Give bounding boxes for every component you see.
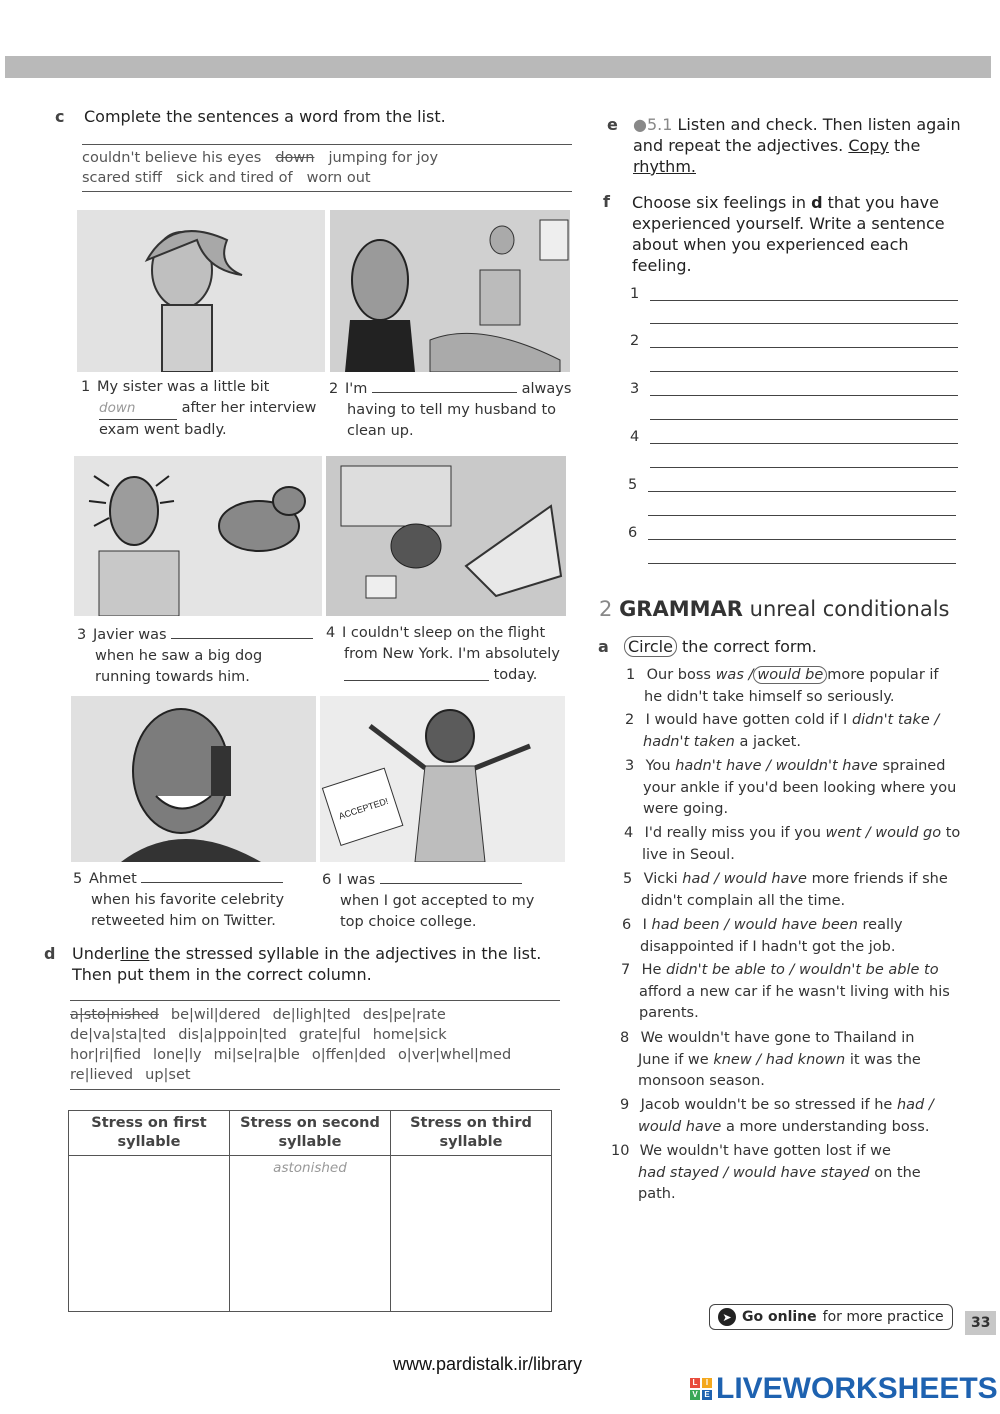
section-f-letter: f xyxy=(603,192,610,211)
grammar-item-3: 3 You hadn't have / wouldn't have sprained your ankle if you'd been looking where you were going. xyxy=(625,758,957,817)
section-f-instruction: Choose six feelings in d that you have experienced yourself. Write a sentence about when you experienced each feeling. xyxy=(632,193,945,275)
writing-line[interactable] xyxy=(650,300,958,301)
header-first-syllable: Stress on first syllable xyxy=(69,1111,230,1156)
footer-url[interactable]: www.pardistalk.ir/library xyxy=(393,1354,583,1374)
option[interactable]: had been / would have been xyxy=(651,917,858,933)
writing-line[interactable] xyxy=(648,515,956,516)
syl-word: up|set xyxy=(145,1067,191,1083)
syl-word: de|va|sta|ted xyxy=(70,1027,167,1043)
column-first[interactable] xyxy=(69,1156,230,1312)
writing-line[interactable] xyxy=(650,467,958,468)
option[interactable]: had / would have xyxy=(682,871,807,887)
column-third[interactable] xyxy=(391,1156,552,1312)
syl-word: mi|se|ra|ble xyxy=(213,1047,300,1063)
grammar-item-1: 1 Our boss was / would be more popular if he didn't take himself so seriously. xyxy=(626,667,939,705)
writing-line[interactable] xyxy=(648,491,956,492)
answer-blank[interactable] xyxy=(171,623,313,639)
option[interactable]: hadn't have / wouldn't have xyxy=(675,758,878,774)
c-item-2: 2 I'm always having to tell my husband to clean up. xyxy=(329,377,574,442)
grammar-a-letter: a xyxy=(598,637,609,656)
option[interactable]: had / xyxy=(896,1097,934,1113)
line-number: 2 xyxy=(630,333,640,349)
section-e-letter: e xyxy=(607,115,618,134)
grammar-item-9: 9 Jacob wouldn't be so stressed if he had / would have a more understanding boss. xyxy=(620,1097,934,1135)
illustration-tired-woman xyxy=(326,456,566,616)
word: scared stiff xyxy=(82,170,163,186)
c-item-5: 5 Ahmet when his favorite celebrity retweeted him on Twitter. xyxy=(73,867,318,932)
line-number: 6 xyxy=(628,525,638,541)
syl-word: de|ligh|ted xyxy=(272,1007,351,1023)
section-c-letter: c xyxy=(55,107,65,126)
section-d-instruction: Underline the stressed syllable in the adjectives in the list. Then put them in the correct column. xyxy=(72,944,542,984)
syl-word: re|lieved xyxy=(70,1067,134,1083)
syl-word: o|ver|whel|med xyxy=(397,1047,512,1063)
c-item-6: 6 I was when I got accepted to my top choice college. xyxy=(322,868,567,933)
audio-track: 5.1 xyxy=(646,115,673,134)
illustration-messy-room xyxy=(330,210,570,372)
illustration-accepted-woman xyxy=(320,696,565,862)
grammar-item-10: 10 We wouldn't have gotten lost if we had stayed / would have stayed on the path. xyxy=(611,1143,921,1202)
example-answer: astonished xyxy=(273,1160,347,1176)
accepted-stamp: ACCEPTED! xyxy=(337,795,390,822)
word: jumping for joy xyxy=(328,150,439,166)
c-item-3: 3 Javier was when he saw a big dog running towards him. xyxy=(77,623,322,688)
top-band xyxy=(5,56,991,78)
writing-line[interactable] xyxy=(650,323,958,324)
line-number: 4 xyxy=(630,429,640,445)
option[interactable]: knew / had known xyxy=(713,1051,846,1068)
writing-line[interactable] xyxy=(648,539,956,540)
option[interactable]: had stayed / would have stayed xyxy=(638,1164,870,1181)
word: sick and tired of xyxy=(176,170,293,186)
writing-line[interactable] xyxy=(650,419,958,420)
illustration-scared-man xyxy=(74,456,322,616)
syl-word: lone|ly xyxy=(153,1047,202,1063)
syl-word: hor|ri|fied xyxy=(70,1047,142,1063)
answer-blank[interactable] xyxy=(372,377,517,393)
option[interactable]: would have xyxy=(638,1118,722,1135)
answer-blank[interactable]: down xyxy=(99,398,177,420)
writing-line[interactable] xyxy=(650,347,958,348)
page-number: 33 xyxy=(965,1311,996,1335)
writing-line[interactable] xyxy=(650,371,958,372)
stress-table xyxy=(68,1110,552,1312)
syl-word: be|wil|dered xyxy=(170,1007,261,1023)
grammar-instruction: Circle the correct form. xyxy=(624,636,817,657)
word: worn out xyxy=(306,170,371,186)
syl-word: grate|ful xyxy=(298,1027,361,1043)
option[interactable]: was / xyxy=(715,667,754,683)
audio-icon[interactable]: ● xyxy=(633,115,647,134)
line-number: 5 xyxy=(628,477,638,493)
grammar-item-4: 4 I'd really miss you if you went / would go to live in Seoul. xyxy=(624,825,961,863)
cursor-icon: ➤ xyxy=(718,1308,736,1326)
header-third-syllable: Stress on third syllable xyxy=(391,1111,552,1156)
word-used: down xyxy=(275,150,315,166)
syllable-word-list xyxy=(70,1000,560,1090)
liveworksheets-logo: L I V E LIVEWORKSHEETS xyxy=(690,1372,998,1406)
syl-word: a|sto|nished xyxy=(70,1007,159,1023)
grammar-item-8: 8 We wouldn't have gone to Thailand in June if we knew / had known it was the monsoon season. xyxy=(620,1030,921,1089)
word-list-box xyxy=(82,144,572,192)
section-d-letter: d xyxy=(44,944,56,963)
syl-word: o|ffen|ded xyxy=(311,1047,386,1063)
line-number: 1 xyxy=(630,286,640,302)
illustration-woman-down xyxy=(77,210,325,372)
word: couldn't believe his eyes xyxy=(82,150,262,166)
grammar-item-5: 5 Vicki had / would have more friends if she didn't complain all the time. xyxy=(623,871,948,909)
writing-line[interactable] xyxy=(650,395,958,396)
option[interactable]: didn't take / xyxy=(851,712,940,728)
grammar-item-7: 7 He didn't be able to / wouldn't be able to afford a new car if he wasn't living with his parents. xyxy=(621,962,950,1021)
section-e-instruction: ●5.1 Listen and check. Then listen again and repeat the adjectives. Copy the rhythm. xyxy=(633,115,961,176)
option[interactable]: didn't be able to / wouldn't be able to xyxy=(666,962,939,978)
option[interactable]: hadn't taken xyxy=(643,733,735,750)
go-online-button[interactable]: ➤ Go online for more practice xyxy=(709,1304,953,1330)
syl-word: des|pe|rate xyxy=(362,1007,446,1023)
c-item-4: 4 I couldn't sleep on the flight from New York. I'm absolutely today. xyxy=(326,625,560,683)
answer-blank[interactable] xyxy=(380,868,522,884)
syl-word: home|sick xyxy=(372,1027,447,1043)
answer-blank[interactable] xyxy=(141,867,283,883)
c-item-1: 1 My sister was a little bit down after her interview exam went badly. xyxy=(81,379,317,438)
column-second[interactable] xyxy=(230,1156,391,1312)
answer-blank[interactable] xyxy=(344,665,489,681)
writing-line[interactable] xyxy=(648,563,956,564)
writing-line[interactable] xyxy=(650,443,958,444)
line-number: 3 xyxy=(630,381,640,397)
header-second-syllable: Stress on second syllable xyxy=(230,1111,391,1156)
logo-badge-icon: L I V E xyxy=(690,1378,712,1400)
illustration-happy-man-phone xyxy=(71,696,316,862)
option[interactable]: went / would go xyxy=(825,825,942,841)
section-c-instruction: Complete the sentences a word from the list. xyxy=(84,107,446,126)
option-selected[interactable]: would be xyxy=(753,666,827,684)
grammar-item-2: 2 I would have gotten cold if I didn't take / hadn't taken a jacket. xyxy=(625,712,940,750)
grammar-heading: 2 GRAMMAR unreal conditionals xyxy=(599,597,950,621)
grammar-item-6: 6 I had been / would have been really disappointed if I hadn't got the job. xyxy=(622,917,903,955)
syl-word: dis|a|ppoin|ted xyxy=(178,1027,287,1043)
